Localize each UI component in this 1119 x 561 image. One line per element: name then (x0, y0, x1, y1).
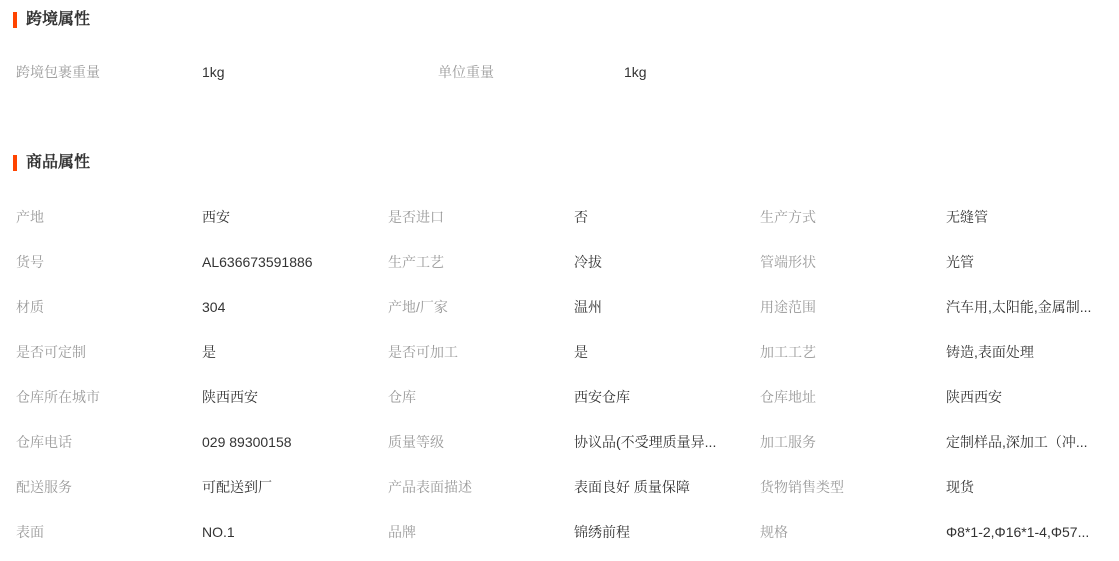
attr-label: 仓库所在城市 (16, 389, 100, 405)
attr-label: 生产方式 (760, 209, 816, 225)
attr-value: 锦绣前程 (574, 524, 630, 540)
attr-value: 1kg (202, 64, 225, 80)
attr-value: 温州 (574, 299, 602, 315)
section-title-text: 商品属性 (26, 154, 91, 171)
attr-label: 管端形状 (760, 254, 816, 270)
attr-value: 西安 (202, 209, 230, 225)
attr-value: 否 (574, 209, 588, 225)
cross-border-attribute-grid (16, 62, 1106, 82)
attr-label: 是否进口 (388, 209, 444, 225)
section-title-product (13, 155, 90, 171)
attr-value: 304 (202, 299, 226, 315)
attr-value: 冷拔 (574, 254, 602, 270)
accent-bar-icon (13, 12, 17, 28)
section-title-text: 跨境属性 (26, 11, 91, 28)
attr-value: 汽车用,太阳能,金属制... (946, 299, 1092, 315)
attr-value: 1kg (624, 64, 647, 80)
attr-value: 是 (202, 344, 216, 360)
attr-label: 材质 (16, 299, 44, 315)
attr-label: 仓库 (388, 389, 416, 405)
attr-label: 仓库地址 (760, 389, 816, 405)
section-title-cross-border (13, 12, 90, 28)
attr-value: 协议品(不受理质量异... (574, 434, 717, 450)
attr-label: 货物销售类型 (760, 479, 844, 495)
attr-label: 货号 (16, 254, 44, 270)
attr-label: 是否可加工 (388, 344, 458, 360)
attr-value: 是 (574, 344, 588, 360)
attr-value: 光管 (946, 254, 974, 270)
attr-value: 定制样品,深加工（冲... (946, 434, 1088, 450)
attr-label: 产地/厂家 (388, 299, 448, 315)
attr-label: 生产工艺 (388, 254, 444, 270)
attr-value: 可配送到厂 (202, 479, 272, 495)
attr-value: 西安仓库 (574, 389, 630, 405)
attr-value: Φ8*1-2,Φ16*1-4,Φ57... (946, 524, 1090, 540)
attr-value: 铸造,表面处理 (946, 344, 1034, 360)
attr-label: 加工服务 (760, 434, 816, 450)
attr-label: 产地 (16, 209, 44, 225)
attr-label: 跨境包裹重量 (16, 64, 100, 80)
attr-value: 陕西西安 (202, 389, 258, 405)
attr-label: 仓库电话 (16, 434, 72, 450)
attr-value: 表面良好 质量保障 (574, 479, 690, 495)
attr-label: 是否可定制 (16, 344, 86, 360)
attr-value: 无缝管 (946, 209, 988, 225)
attr-label: 品牌 (388, 524, 416, 540)
attr-label: 规格 (760, 524, 788, 540)
attr-label: 质量等级 (388, 434, 444, 450)
attr-value: 陕西西安 (946, 389, 1002, 405)
attr-label: 产品表面描述 (388, 479, 472, 495)
accent-bar-icon (13, 155, 17, 171)
attr-value: 现货 (946, 479, 974, 495)
attr-label: 用途范围 (760, 299, 816, 315)
attr-label: 配送服务 (16, 479, 72, 495)
attr-label: 表面 (16, 524, 44, 540)
attr-value: AL636673591886 (202, 254, 313, 270)
attr-value: NO.1 (202, 524, 235, 540)
product-attribute-grid (16, 195, 1106, 555)
attr-label: 加工工艺 (760, 344, 816, 360)
attr-label: 单位重量 (438, 64, 494, 80)
attr-value: 029 89300158 (202, 434, 292, 450)
